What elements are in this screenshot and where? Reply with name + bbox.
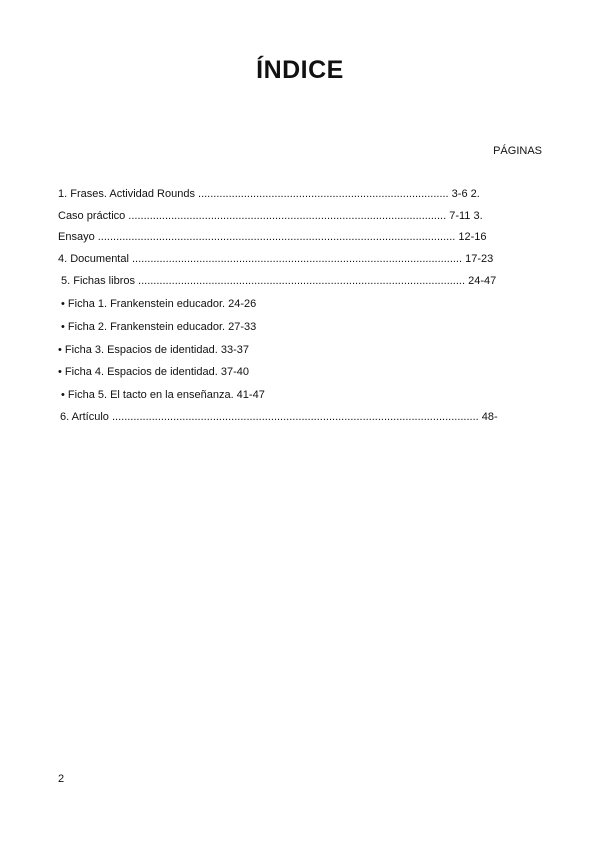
pages-label: PÁGINAS bbox=[493, 145, 542, 157]
page-number: 2 bbox=[58, 773, 65, 785]
page-title: ÍNDICE bbox=[256, 56, 344, 84]
toc-line: 6. Artículo ........................................................................................................................ 48- bbox=[60, 411, 498, 423]
toc-line: • Ficha 5. El tacto en la enseñanza. 41-47 bbox=[61, 389, 265, 401]
toc-line: 1. Frases. Actividad Rounds .................................................................................. 3-6 2. bbox=[58, 188, 480, 200]
toc-line: • Ficha 3. Espacios de identidad. 33-37 bbox=[58, 344, 249, 356]
toc-line: Caso práctico ........................................................................................................ 7-11 3. bbox=[58, 210, 483, 222]
toc-line: • Ficha 1. Frankenstein educador. 24-26 bbox=[61, 298, 257, 310]
toc-line: • Ficha 2. Frankenstein educador. 27-33 bbox=[61, 321, 257, 333]
toc-line: 5. Fichas libros ........................................................................................................... 24-47 bbox=[61, 275, 497, 287]
toc-line: Ensayo ..................................................................................................................... 12-16 bbox=[58, 231, 487, 243]
toc-line: 4. Documental ............................................................................................................ 17-23 bbox=[58, 253, 494, 265]
toc-line: • Ficha 4. Espacios de identidad. 37-40 bbox=[58, 366, 249, 378]
